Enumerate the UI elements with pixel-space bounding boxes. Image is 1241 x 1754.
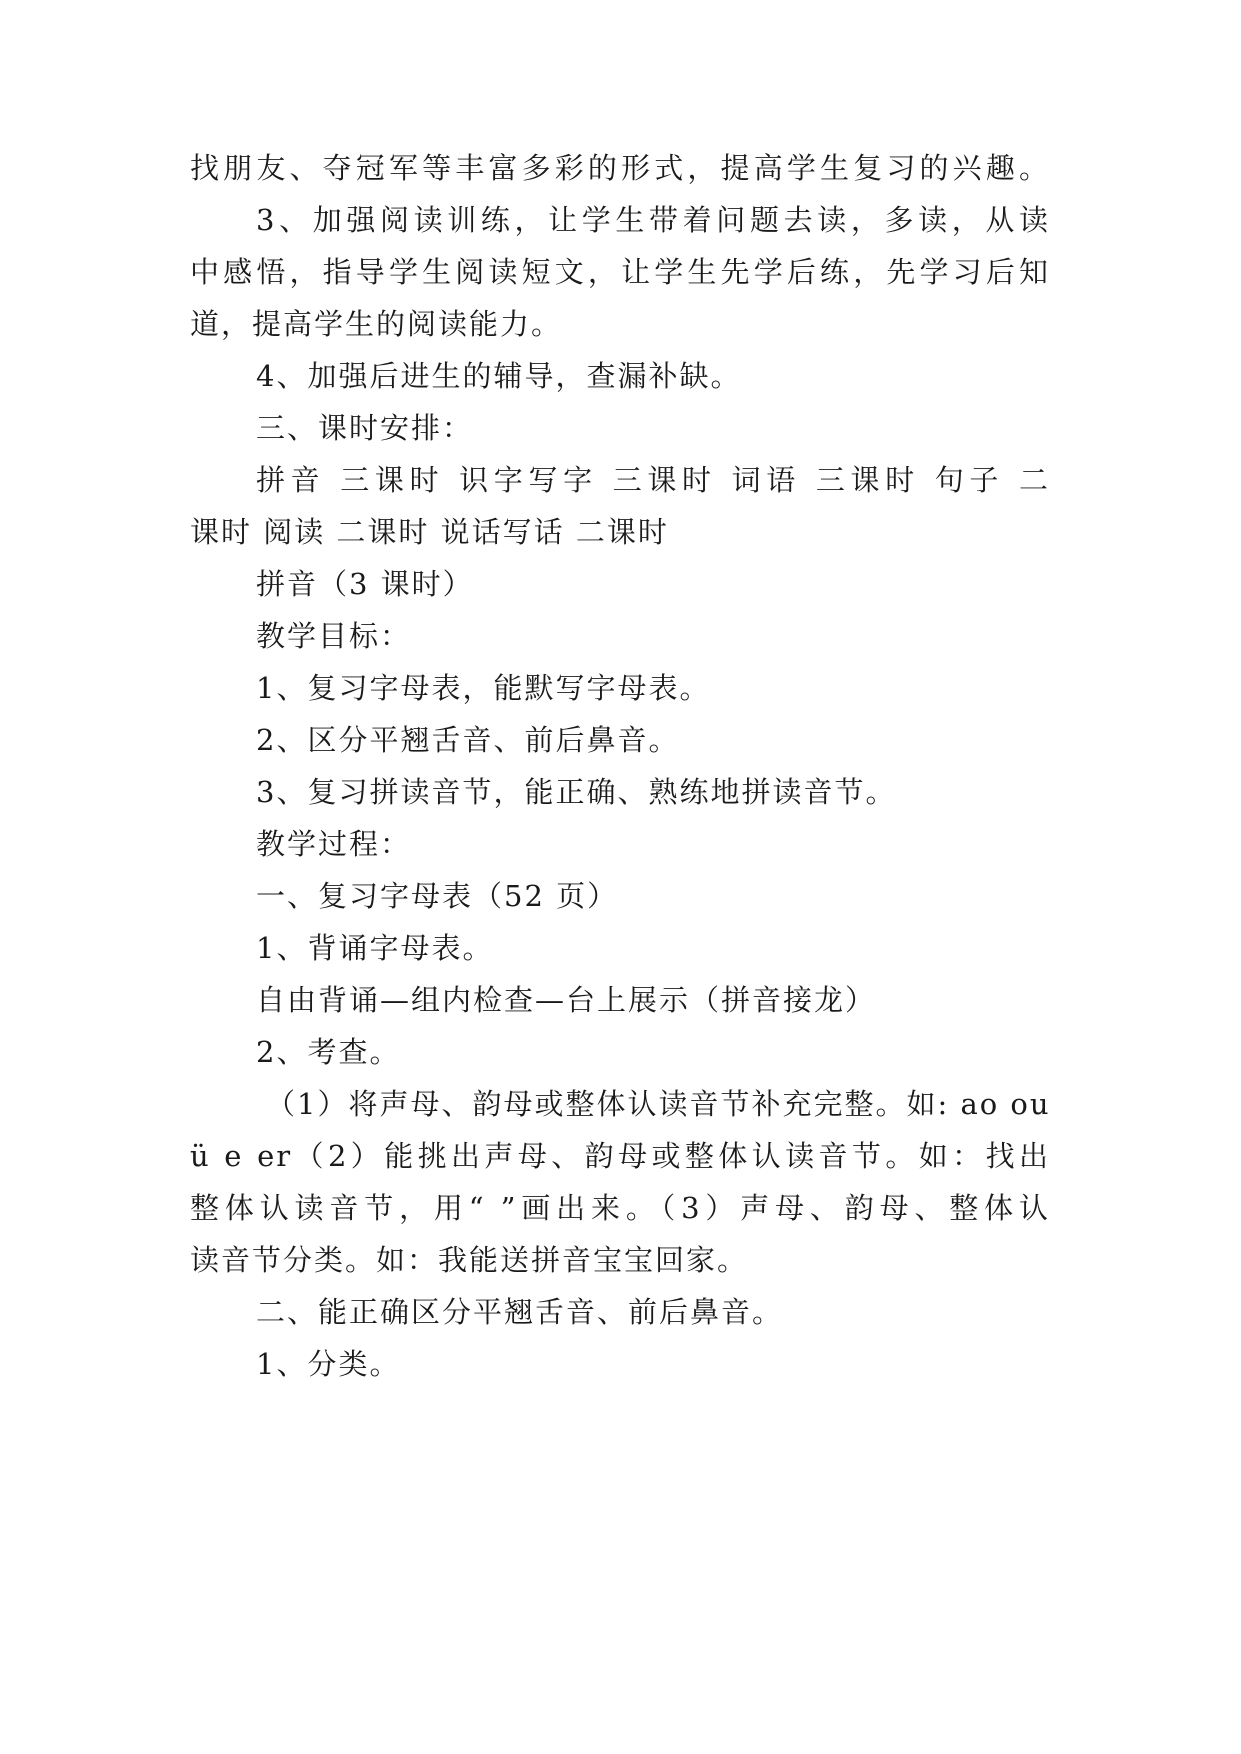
section-heading: 二、能正确区分平翘舌音、前后鼻音。 [256,1295,784,1329]
paragraph-line: （1）将声母、韵母或整体认读音节补充完整。如: ao ou [266,1087,1051,1121]
list-item: 2、区分平翘舌音、前后鼻音。 [256,723,680,757]
paragraph-line: 4、加强后进生的辅导，查漏补缺。 [256,359,742,393]
paragraph-line: 中感悟，指导学生阅读短文，让学生先学后练，先学习后知 [190,255,1050,289]
list-item: 1、分类。 [256,1347,401,1381]
paragraph-line: 读音节分类。如：我能送拼音宝宝回家。 [190,1243,749,1277]
subsection-heading: 拼音（3 课时） [256,567,474,601]
list-item: 3、复习拼读音节，能正确、熟练地拼读音节。 [256,775,897,809]
section-heading: 一、复习字母表（52 页） [256,879,619,913]
section-heading: 三、课时安排： [256,411,474,445]
subsection-heading: 教学目标： [256,619,412,653]
paragraph-line: 拼音 三课时 识字写字 三课时 词语 三课时 句子 二 [256,463,1050,497]
paragraph-line: 道，提高学生的阅读能力。 [190,307,563,341]
paragraph-line: ü e er（2）能挑出声母、韵母或整体认读音节。如：找出 [190,1139,1050,1173]
subsection-heading: 教学过程： [256,827,412,861]
list-item: 2、考查。 [256,1035,401,1069]
paragraph-line: 自由背诵—组内检查—台上展示（拼音接龙） [256,983,877,1017]
paragraph-line: 整体认读音节，用“ ”画出来。（3）声母、韵母、整体认 [190,1191,1050,1225]
paragraph-line: 找朋友、夺冠军等丰富多彩的形式，提高学生复习的兴趣。 [190,151,1050,185]
list-item: 1、背诵字母表。 [256,931,494,965]
paragraph-line: 课时 阅读 二课时 说话写话 二课时 [190,515,669,549]
paragraph-line: 3、加强阅读训练，让学生带着问题去读，多读，从读 [256,203,1050,237]
list-item: 1、复习字母表，能默写字母表。 [256,671,711,705]
